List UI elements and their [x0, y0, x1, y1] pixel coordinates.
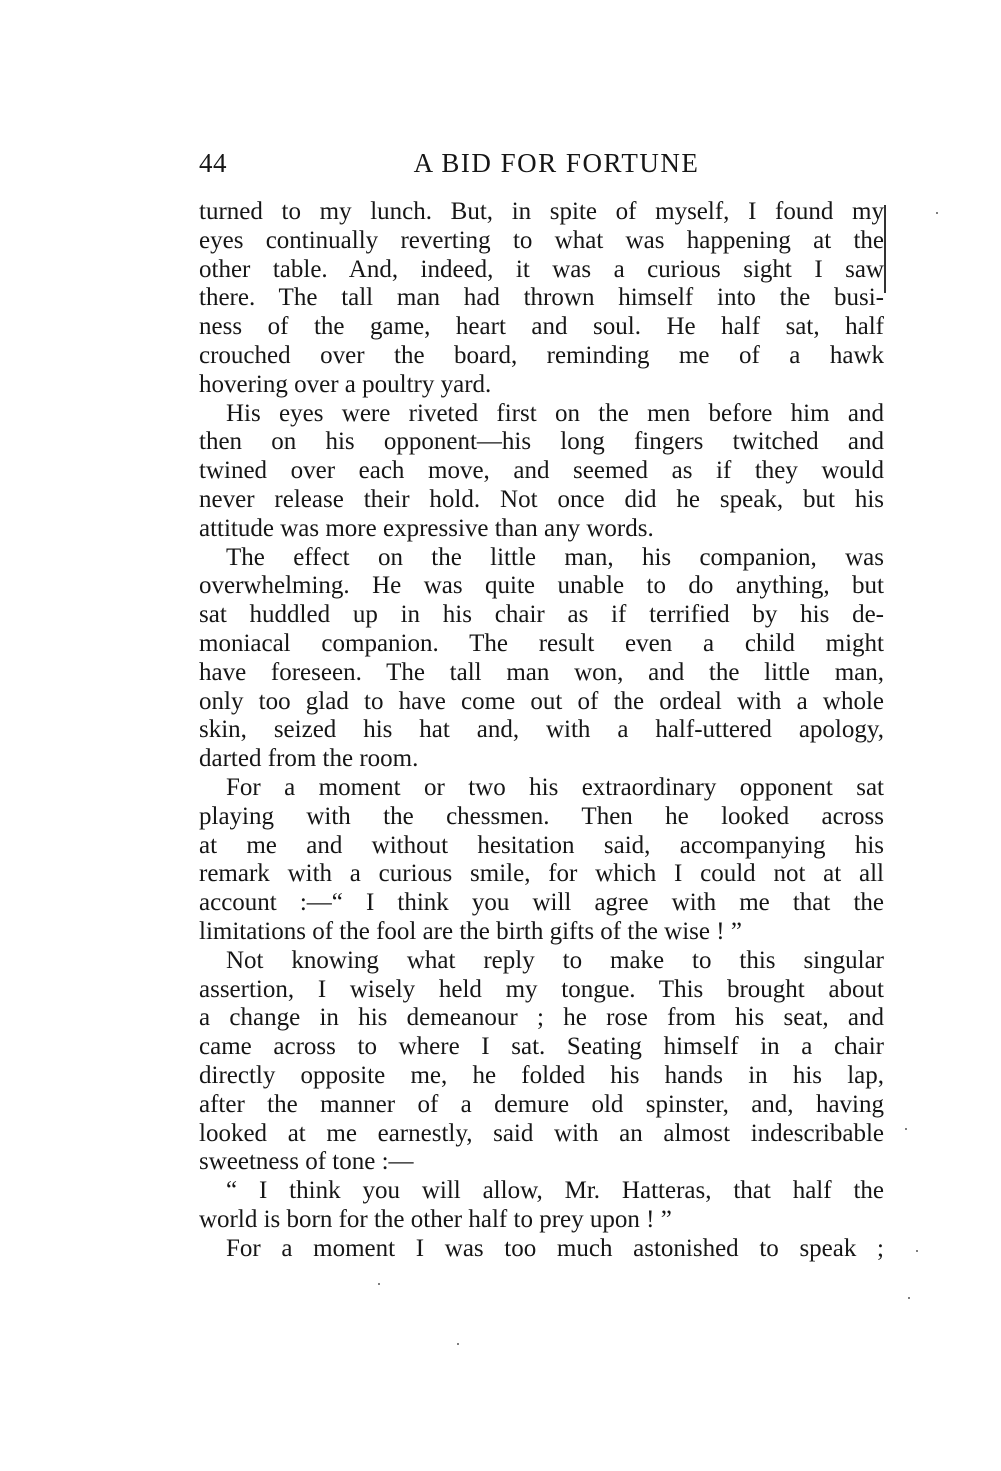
text-line: moniacal companion. The result even a child might — [199, 629, 884, 657]
text-line: For a moment or two his extraordinary opponent sat — [226, 773, 884, 801]
text-line: sat huddled up in his chair as if terrified by his de- — [199, 601, 884, 629]
text-line: turned to my lunch. But, in spite of myself, I found my — [199, 198, 884, 225]
text-line: eyes continually reverting to what was happening at the — [199, 226, 884, 254]
text-line: crouched over the board, reminding me of a hawk — [199, 341, 884, 369]
text-line: at me and without hesitation said, accompanying his — [199, 831, 884, 859]
text-line: For a moment I was too much astonished to speak ; — [226, 1234, 884, 1262]
text-line: Not knowing what reply to make to this singular — [226, 946, 884, 974]
scan-speck — [916, 1250, 918, 1252]
scan-speck — [378, 1283, 380, 1285]
text-line: overwhelming. He was quite unable to do anything, but — [199, 572, 884, 600]
text-line: never release their hold. Not once did he speak, but his — [199, 485, 884, 513]
text-line: after the manner of a demure old spinster, and, having — [199, 1090, 884, 1118]
text-line: attitude was more expressive than any words. — [199, 514, 654, 542]
text-line: have foreseen. The tall man won, and the little man, — [199, 658, 884, 686]
text-line: other table. And, indeed, it was a curious sight I saw — [199, 255, 884, 283]
scan-edge-mark — [884, 205, 886, 293]
scan-speck — [908, 1297, 910, 1299]
text-line: skin, seized his hat and, with a half-uttered apology, — [199, 716, 884, 744]
text-line: remark with a curious smile, for which I could not at all — [199, 860, 884, 888]
text-line: assertion, I wisely held my tongue. This brought about — [199, 975, 884, 1003]
text-line: The effect on the little man, his companion, was — [226, 543, 884, 571]
scan-speck — [905, 1128, 907, 1130]
scan-speck — [936, 212, 938, 214]
text-line: limitations of the fool are the birth gifts of the wise ! ” — [199, 917, 742, 945]
text-line: came across to where I sat. Seating himself in a chair — [199, 1033, 884, 1061]
text-line: world is born for the other half to prey upon ! ” — [199, 1205, 672, 1233]
text-line: there. The tall man had thrown himself into the busi- — [199, 284, 884, 312]
text-line: account :—“ I think you will agree with me that the — [199, 889, 884, 917]
text-line: directly opposite me, he folded his hands in his lap, — [199, 1061, 884, 1089]
text-line: darted from the room. — [199, 745, 419, 773]
text-line: then on his opponent—his long fingers twitched and — [199, 428, 884, 456]
body-text — [199, 198, 884, 1263]
text-line: twined over each move, and seemed as if they would — [199, 457, 884, 485]
text-line: looked at me earnestly, said with an almost indescribable — [199, 1119, 884, 1147]
scan-speck — [457, 1343, 459, 1345]
running-title: A BID FOR FORTUNE — [413, 148, 700, 178]
text-line: only too glad to have come out of the ordeal with a whole — [199, 687, 884, 715]
text-line: playing with the chessmen. Then he looked across — [199, 802, 884, 830]
text-line: “ I think you will allow, Mr. Hatteras, that half the — [226, 1177, 884, 1205]
page-number: 44 — [199, 148, 227, 178]
text-line: ness of the game, heart and soul. He half sat, half — [199, 313, 884, 341]
text-line: His eyes were riveted first on the men before him and — [226, 399, 884, 427]
text-line: a change in his demeanour ; he rose from his seat, and — [199, 1004, 884, 1032]
text-line: sweetness of tone :— — [199, 1148, 414, 1176]
text-line: hovering over a poultry yard. — [199, 370, 492, 398]
page-header — [199, 143, 884, 183]
